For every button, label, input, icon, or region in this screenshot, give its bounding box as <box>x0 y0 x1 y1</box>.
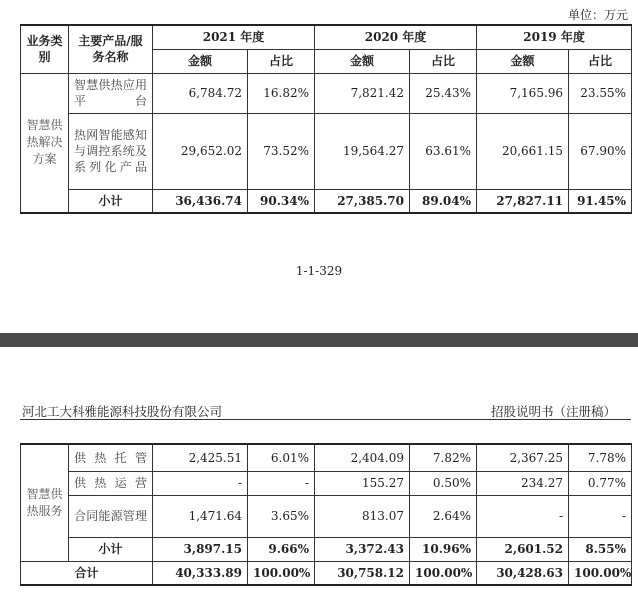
amount-cell: 234.27 <box>477 471 569 495</box>
col-header-year-2021: 2021 年度 <box>153 25 315 49</box>
ratio-cell: 2.64% <box>410 495 477 537</box>
ratio-cell: 6.01% <box>248 444 315 471</box>
ratio-cell: 90.34% <box>248 189 315 213</box>
amount-cell: 40,333.89 <box>153 561 248 585</box>
ratio-cell: 25.43% <box>410 73 477 113</box>
ratio-cell: 16.82% <box>248 73 315 113</box>
col-header-ratio: 占比 <box>410 49 477 73</box>
col-header-ratio: 占比 <box>248 49 315 73</box>
ratio-cell: 89.04% <box>410 189 477 213</box>
amount-cell: 19,564.27 <box>315 113 410 189</box>
ratio-cell: 0.50% <box>410 471 477 495</box>
amount-cell: 1,471.64 <box>153 495 248 537</box>
amount-cell: 2,425.51 <box>153 444 248 471</box>
subtotal-row <box>21 189 632 213</box>
ratio-cell: 7.82% <box>410 444 477 471</box>
revenue-table-part2 <box>20 443 632 586</box>
ratio-cell: 100.00% <box>410 561 477 585</box>
ratio-cell: 91.45% <box>569 189 632 213</box>
ratio-cell: 23.55% <box>569 73 632 113</box>
ratio-cell: 100.00% <box>569 561 632 585</box>
subtotal-label: 小计 <box>69 537 153 561</box>
total-label: 合计 <box>21 561 153 585</box>
col-header-year-2019: 2019 年度 <box>477 25 632 49</box>
col-header-amount: 金额 <box>315 49 410 73</box>
table-row <box>21 444 632 471</box>
col-header-amount: 金额 <box>477 49 569 73</box>
header-divider <box>20 419 631 420</box>
table-row <box>21 495 632 537</box>
ratio-cell: 67.90% <box>569 113 632 189</box>
amount-cell: 2,404.09 <box>315 444 410 471</box>
ratio-cell: 10.96% <box>410 537 477 561</box>
page-break <box>0 333 638 347</box>
amount-cell: 30,758.12 <box>315 561 410 585</box>
product-name: 供热运营 <box>69 471 153 495</box>
category-cell: 智慧供热解决方案 <box>21 73 69 213</box>
col-header-category: 业务类别 <box>21 25 69 73</box>
amount-cell: 20,661.15 <box>477 113 569 189</box>
amount-cell: - <box>477 495 569 537</box>
amount-cell: 36,436.74 <box>153 189 248 213</box>
revenue-table-part1 <box>20 24 632 214</box>
ratio-cell: 3.65% <box>248 495 315 537</box>
table-row <box>21 113 632 189</box>
ratio-cell: 8.55% <box>569 537 632 561</box>
col-header-year-2020: 2020 年度 <box>315 25 477 49</box>
amount-cell: 7,821.42 <box>315 73 410 113</box>
total-row <box>21 561 632 585</box>
amount-cell: 155.27 <box>315 471 410 495</box>
ratio-cell: 100.00% <box>248 561 315 585</box>
ratio-cell: 73.52% <box>248 113 315 189</box>
amount-cell: 30,428.63 <box>477 561 569 585</box>
product-name: 热网智能感知与调控系统及系列化产品 <box>69 113 153 189</box>
ratio-cell: - <box>248 471 315 495</box>
amount-cell: 29,652.02 <box>153 113 248 189</box>
ratio-cell: 9.66% <box>248 537 315 561</box>
product-name: 供热托管 <box>69 444 153 471</box>
amount-cell: - <box>153 471 248 495</box>
amount-cell: 3,372.43 <box>315 537 410 561</box>
amount-cell: 27,827.11 <box>477 189 569 213</box>
page-number: 1-1-329 <box>295 264 343 278</box>
document-title: 招股说明书（注册稿） <box>490 404 616 419</box>
ratio-cell: 7.78% <box>569 444 632 471</box>
amount-cell: 813.07 <box>315 495 410 537</box>
unit-label: 单位：万元 <box>567 8 628 22</box>
amount-cell: 2,601.52 <box>477 537 569 561</box>
amount-cell: 7,165.96 <box>477 73 569 113</box>
subtotal-row <box>21 537 632 561</box>
amount-cell: 2,367.25 <box>477 444 569 471</box>
company-name: 河北工大科雅能源科技股份有限公司 <box>22 404 223 419</box>
col-header-amount: 金额 <box>153 49 248 73</box>
col-header-ratio: 占比 <box>569 49 632 73</box>
product-name: 合同能源管理 <box>69 495 153 537</box>
ratio-cell: 0.77% <box>569 471 632 495</box>
table-row <box>21 471 632 495</box>
ratio-cell: 63.61% <box>410 113 477 189</box>
table-row <box>21 73 632 113</box>
category-cell: 智慧供热服务 <box>21 444 69 561</box>
amount-cell: 6,784.72 <box>153 73 248 113</box>
subtotal-label: 小计 <box>69 189 153 213</box>
product-name: 智慧供热应用平台 <box>69 73 153 113</box>
amount-cell: 3,897.15 <box>153 537 248 561</box>
ratio-cell: - <box>569 495 632 537</box>
amount-cell: 27,385.70 <box>315 189 410 213</box>
col-header-product: 主要产品/服务名称 <box>69 25 153 73</box>
